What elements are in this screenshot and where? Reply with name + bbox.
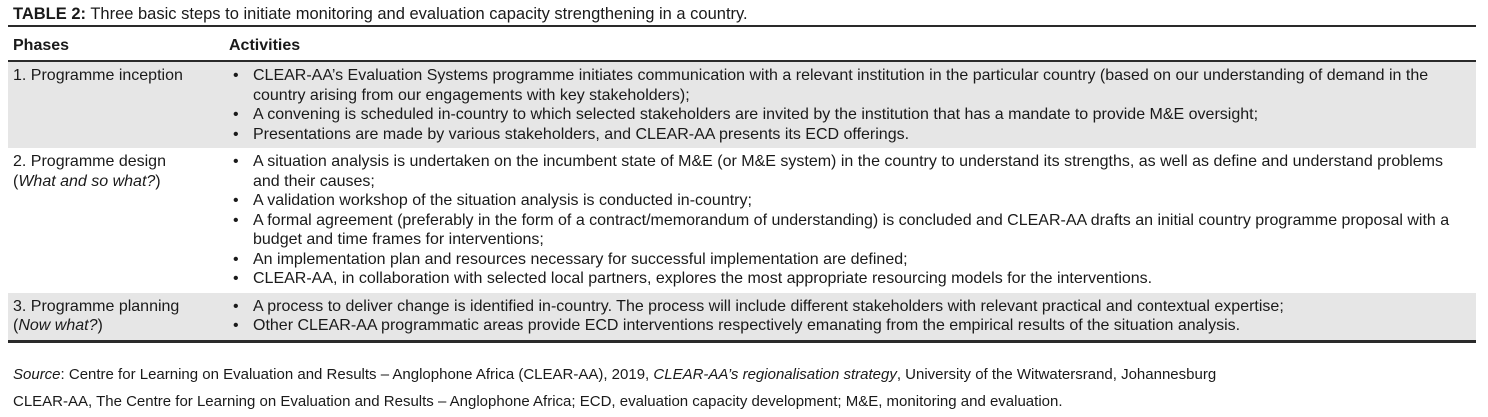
table-row-design (8, 148, 1476, 293)
table-caption (13, 4, 748, 24)
activity-item: • CLEAR-AA, in collaboration with selected local partners, explores the most appropriate resourcing models for the interventions. (229, 269, 1471, 289)
activity-item: • A validation workshop of the situation analysis is conducted in-country; (229, 191, 1471, 211)
table-row-inception (8, 61, 1476, 148)
activity-item: • Presentations are made by various stakeholders, and CLEAR-AA presents its ECD offerings. (229, 125, 1471, 145)
activity-list (229, 66, 1471, 144)
caption-label: TABLE 2: (13, 5, 87, 23)
activity-item: • CLEAR-AA’s Evaluation Systems programme initiates communication with a relevant institution in the particular country (based on our understanding of demand in the country arising from our engagements with key stakeholders); (229, 66, 1471, 105)
phase-cell (8, 293, 224, 342)
activities-cell (224, 293, 1476, 342)
activity-item: • A formal agreement (preferably in the form of a contract/memorandum of understanding) is concluded and CLEAR-AA drafts an initial country programme proposal with a budget and time frames for interventions; (229, 211, 1471, 250)
table-row-planning (8, 293, 1476, 342)
header-activities: Activities (224, 26, 1476, 61)
activity-item: • A process to deliver change is identified in-country. The process will include different stakeholders with relevant practical and contextual expertise; (229, 297, 1471, 317)
phase-label: 2. Programme design (13, 153, 166, 170)
activity-list (229, 297, 1471, 336)
phase-cell (8, 61, 224, 148)
phase-cell (8, 148, 224, 293)
table-header-row (8, 26, 1476, 61)
source-note (13, 365, 1216, 384)
phases-table (8, 25, 1476, 343)
activities-cell (224, 148, 1476, 293)
source-title: CLEAR-AA’s regionalisation strategy (653, 366, 897, 383)
activities-cell (224, 61, 1476, 148)
source-text: : Centre for Learning on Evaluation and Results – Anglophone Africa (CLEAR-AA), 2019, (60, 366, 654, 383)
phase-subtitle: (Now what?) (13, 317, 103, 334)
activity-item: • A convening is scheduled in-country to which selected stakeholders are invited by the institution that has a mandate to provide M&E oversight; (229, 105, 1471, 125)
activity-list (229, 152, 1471, 289)
source-label: Source (13, 366, 61, 383)
activity-item: • An implementation plan and resources necessary for successful implementation are defined; (229, 250, 1471, 270)
header-phases: Phases (8, 26, 224, 61)
phase-label: 3. Programme planning (13, 297, 180, 315)
activity-item: • A situation analysis is undertaken on the incumbent state of M&E (or M&E system) in the country to understand its strengths, as well as define and understand problems and their causes; (229, 152, 1471, 191)
phase-subtitle: (What and so what?) (13, 172, 161, 190)
source-text-end: , University of the Witwatersrand, Johannesburg (896, 366, 1217, 383)
activity-item: • Other CLEAR-AA programmatic areas provide ECD interventions respectively emanating from the empirical results of the situation analysis. (229, 316, 1471, 336)
caption-text: Three basic steps to initiate monitoring and evaluation capacity strengthening in a country. (86, 5, 748, 23)
abbreviations-note: CLEAR-AA, The Centre for Learning on Evaluation and Results – Anglophone Africa; ECD, evaluation capacity development; M&E, monitoring and evaluation. (13, 393, 1063, 410)
phase-label: 1. Programme inception (13, 67, 183, 84)
